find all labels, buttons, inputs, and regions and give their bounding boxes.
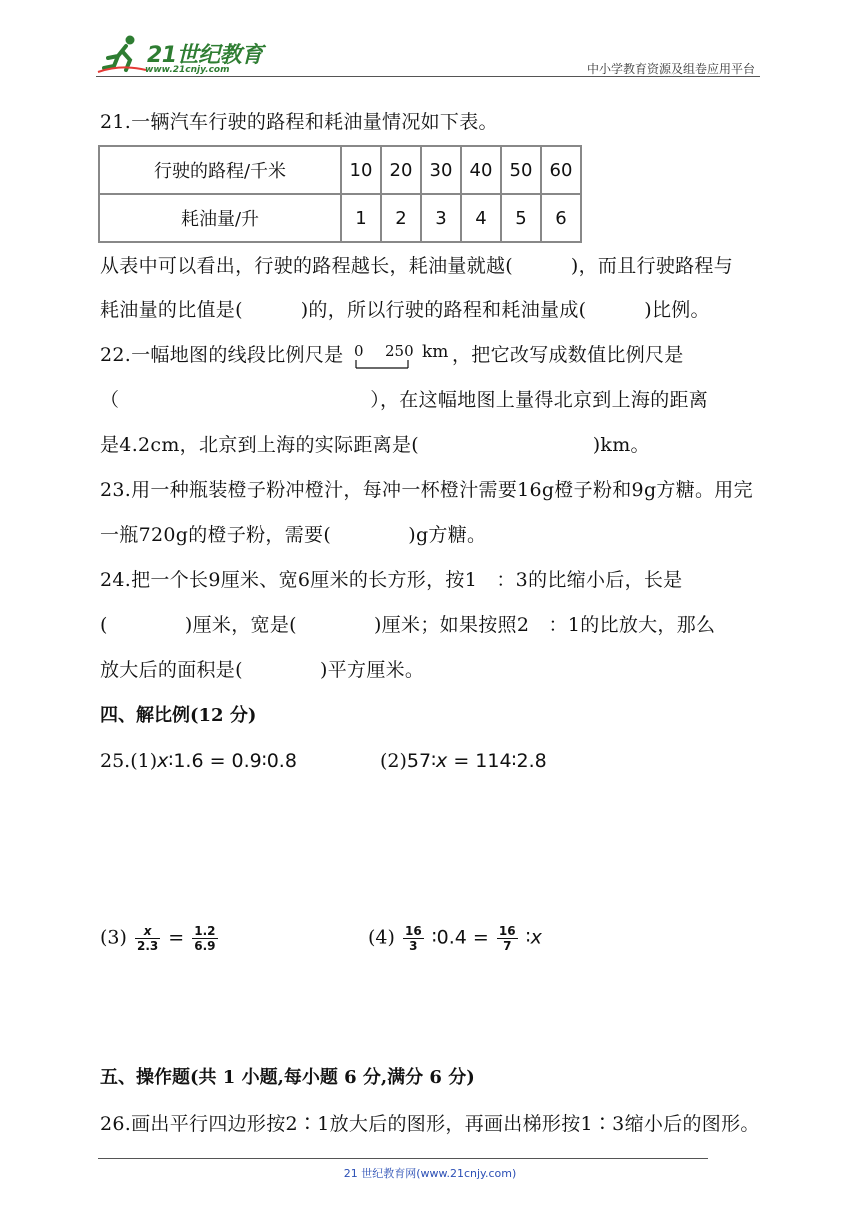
q21-stem: 21.一辆汽车行驶的路程和耗油量情况如下表。 xyxy=(100,111,498,133)
footer-link[interactable]: 21 世纪教育网(www.21cnjy.com) xyxy=(343,1167,517,1180)
q25-p2-a: 57∶ xyxy=(406,750,437,772)
q22-line1-a: 22.一幅地图的线段比例尺是 xyxy=(100,344,344,366)
scale-zero: 0 xyxy=(354,342,364,360)
table-cell: 5 xyxy=(501,194,541,242)
table-cell: 60 xyxy=(541,146,581,194)
fraction xyxy=(135,924,160,953)
q26-line1: 26.画出平行四边形按2∶1放大后的图形，再画出梯形按1∶3缩小后的图形。 xyxy=(100,1113,760,1135)
table-cell: 3 xyxy=(421,194,461,242)
q22-line2: （ ），在这幅地图上量得北京到上海的距离 xyxy=(100,389,709,411)
table-row1-label: 行驶的路程/千米 xyxy=(99,146,341,194)
equals-sign: = xyxy=(168,926,185,949)
fraction-numerator: 16 xyxy=(404,924,422,938)
q25-part2 xyxy=(380,750,547,772)
variable-x: x xyxy=(157,750,169,772)
platform-title: 中小学教育资源及组卷应用平台 xyxy=(586,62,755,76)
q25-p4-mid: ∶0.4 = xyxy=(431,926,489,949)
table-cell: 30 xyxy=(421,146,461,194)
q24-line2: ( )厘米，宽是( )厘米；如果按照2 ：1的比放大，那么 xyxy=(100,614,716,636)
variable-x: x xyxy=(436,750,448,772)
table-cell: 50 xyxy=(501,146,541,194)
table-cell: 40 xyxy=(461,146,501,194)
q25-part1 xyxy=(100,750,297,772)
q21-table xyxy=(98,145,582,243)
header-divider xyxy=(96,76,760,77)
fraction-denominator: 3 xyxy=(409,939,418,953)
fraction-denominator: 7 xyxy=(503,939,512,953)
q25-p1-rest: ∶1.6 = 0.9∶0.8 xyxy=(168,750,297,772)
table-cell: 20 xyxy=(381,146,421,194)
q23-line1: 23.用一种瓶装橙子粉冲橙汁，每冲一杯橙汁需要16g橙子粉和9g方糖。用完 xyxy=(100,479,753,501)
footer-divider xyxy=(98,1158,708,1159)
q25-p4-label: (4) xyxy=(368,926,395,949)
table-cell: 2 xyxy=(381,194,421,242)
fraction-numerator: x xyxy=(135,924,160,939)
table-cell: 10 xyxy=(341,146,381,194)
q25-part3 xyxy=(100,924,220,953)
scale-unit: km xyxy=(422,342,449,362)
fraction-numerator: 16 xyxy=(498,924,516,938)
q25-p1-label: 25.(1) xyxy=(100,750,158,772)
fraction-denominator: 2.3 xyxy=(136,939,159,953)
q25-p2-label: (2) xyxy=(380,750,407,772)
scale-250: 250 xyxy=(385,342,414,360)
q24-line1: 24.把一个长9厘米、宽6厘米的长方形，按1 ：3的比缩小后，长是 xyxy=(100,569,683,591)
section-5-title: 五、操作题(共 1 小题,每小题 6 分,满分 6 分) xyxy=(100,1067,475,1088)
q21-line1: 从表中可以看出，行驶的路程越长，耗油量就越( )，而且行驶路程与 xyxy=(100,255,734,277)
fraction-denominator: 6.9 xyxy=(194,939,216,953)
logo-text: 21世纪教育 xyxy=(147,43,263,68)
logo-url: www.21cnjy.com xyxy=(145,65,230,75)
q25-part4 xyxy=(368,924,542,953)
fraction-numerator: 1.2 xyxy=(194,924,216,938)
table-cell: 1 xyxy=(341,194,381,242)
fraction xyxy=(497,924,518,953)
q25-p4-end: ∶ xyxy=(525,926,531,949)
q25-p2-rest: = 114∶2.8 xyxy=(447,750,547,772)
q25-p3-label: (3) xyxy=(100,926,127,949)
runner-logo-icon xyxy=(96,34,148,74)
fraction xyxy=(403,924,424,953)
variable-x: x xyxy=(530,926,542,949)
q24-line3: 放大后的面积是( )平方厘米。 xyxy=(100,659,425,681)
table-cell: 6 xyxy=(541,194,581,242)
table-row2-label: 耗油量/升 xyxy=(99,194,341,242)
q22-line3: 是4.2cm，北京到上海的实际距离是( )km。 xyxy=(100,434,650,456)
table-cell: 4 xyxy=(461,194,501,242)
q22-line1-b: ，把它改写成数值比例尺是 xyxy=(452,344,684,366)
fraction xyxy=(192,924,217,953)
q21-line2: 耗油量的比值是( )的，所以行驶的路程和耗油量成( )比例。 xyxy=(100,299,710,321)
q23-line2: 一瓶720g的橙子粉，需要( )g方糖。 xyxy=(100,524,487,546)
section-4-title: 四、解比例(12 分) xyxy=(100,705,257,726)
